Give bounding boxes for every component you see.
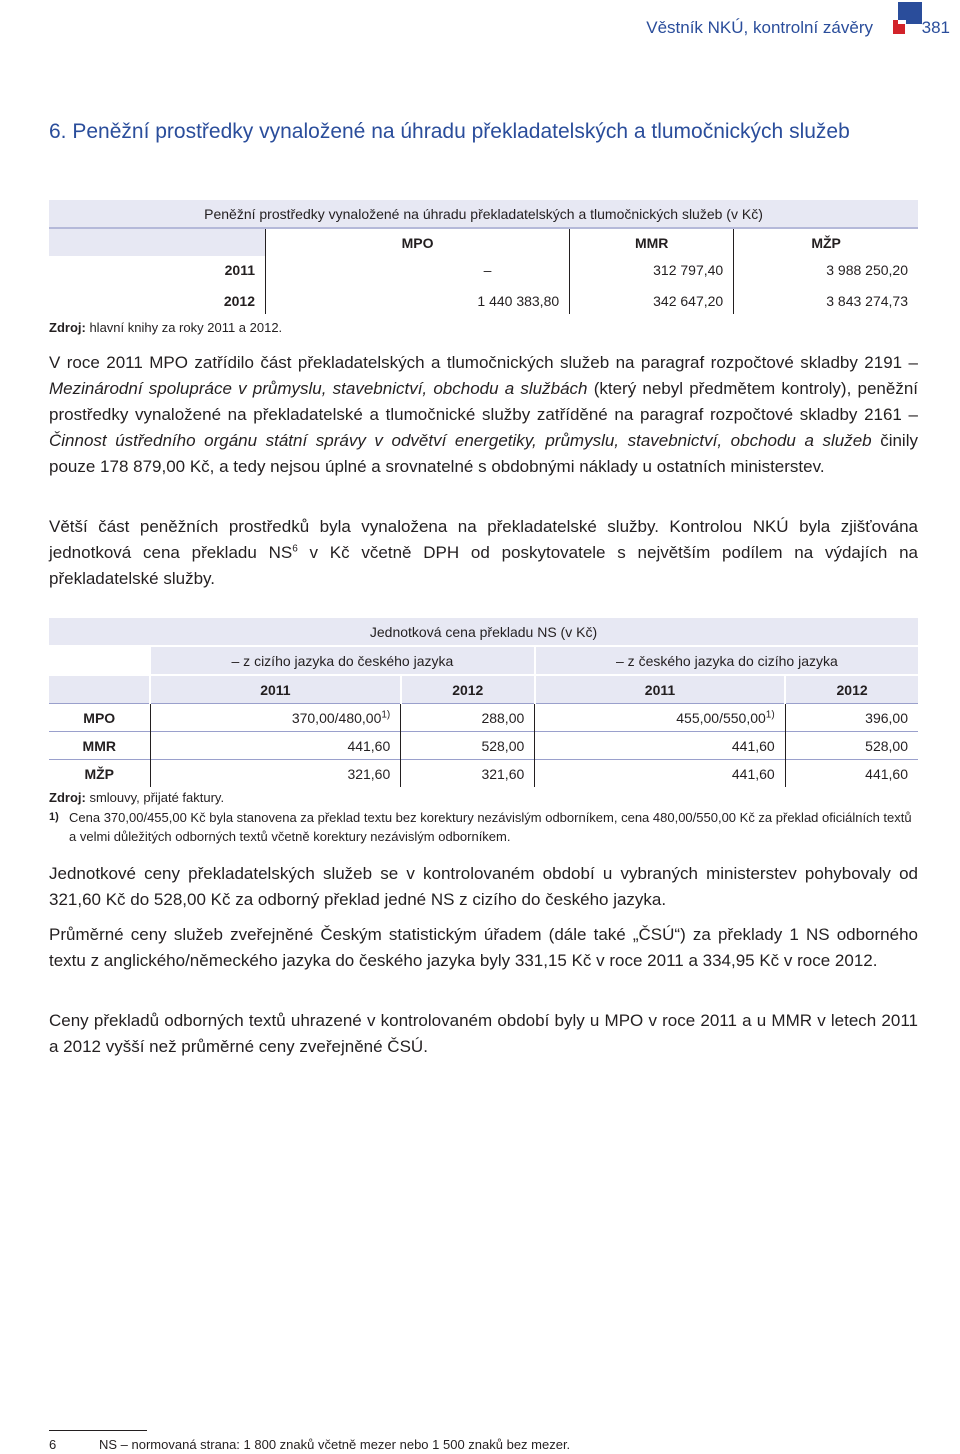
row-label: MMR	[49, 732, 150, 760]
footnote-reference: 6	[292, 543, 298, 555]
column-header: MPO	[266, 228, 570, 256]
source-text: hlavní knihy za roky 2011 a 2012.	[89, 320, 283, 335]
row-label: MŽP	[49, 760, 150, 788]
column-header: MMR	[570, 228, 734, 256]
column-header: MŽP	[734, 228, 918, 256]
cell-value: 441,60	[535, 760, 785, 788]
cell-value: 441,60	[785, 760, 918, 788]
table-row	[49, 287, 918, 314]
paragraph-2: Větší část peněžních prostředků byla vynaložena na překladatelské služby. Kontrolou NKÚ byla zjišťována jednotková cena překladu $NS^6$ v Kč včetně DPH od poskytovatele s největším podílem na výdajích na překladatelské služby.	[49, 517, 918, 588]
paragraph-5: Ceny překladů odborných textů uhrazené v kontrolovaném období byly u MPO v roce 2011 a u MMR v letech 2011 a 2012 vyšší než průměrné ceny zveřejněné ČSÚ.	[49, 1011, 918, 1056]
paragraph-3: Jednotkové ceny překladatelských služeb se v kontrolovaném období u vybraných ministerstev pohybovaly od 321,60 Kč do 528,00 Kč za odborný překlad jedné NS z cizího do českého jazyka.	[49, 864, 918, 909]
cell-value: –	[266, 256, 570, 283]
cell-value: 370,00/480,00$^{1)}$	[150, 704, 401, 732]
row-label: MPO	[49, 704, 150, 732]
page-number: 381	[921, 18, 950, 37]
row-label: 2012	[223, 292, 255, 309]
table-row	[49, 732, 918, 760]
table-row	[49, 760, 918, 788]
group-header: – z cizího jazyka do českého jazyka	[150, 646, 535, 675]
table-footnote	[49, 808, 918, 846]
paragraph-4: Průměrné ceny služeb zveřejněné Českým statistickým úřadem (dále také „ČSÚ“) za překlady 1 NS odborného textu z anglického/německého jazyka do českého jazyka byly 331,15 Kč v roce 2011 a 334,95 Kč v roce 2012.	[49, 925, 918, 970]
cell-value: 455,00/550,00$^{1)}$	[535, 704, 785, 732]
unit-price-table	[49, 618, 918, 787]
year-header: 2011	[535, 675, 785, 704]
table-source	[49, 320, 282, 335]
cell-value: 312 797,40	[570, 256, 734, 283]
table-row	[49, 704, 918, 732]
table-caption: Peněžní prostředky vynaložené na úhradu překladatelských a tlumočnických služeb (v Kč)	[49, 200, 918, 228]
cell-value: 342 647,20	[570, 287, 734, 314]
footnote-mark: 1)	[49, 811, 59, 823]
section-title: 6. Peněžní prostředky vynaložené na úhradu překladatelských a tlumočnických služeb	[49, 120, 850, 143]
year-header: 2012	[785, 675, 918, 704]
nku-logo-icon	[893, 0, 923, 34]
page-footnote	[49, 1437, 570, 1452]
footnote-text: Cena 370,00/455,00 Kč byla stanovena za překlad textu bez korektury nezávislým odborníkem, cena 480,00/550,00 Kč za překlad oficiálních textů a velmi důležitých odborných textů včetně korektury nezávislým odborníkem.	[69, 810, 912, 844]
table-row	[49, 256, 918, 283]
expenditure-table	[49, 200, 918, 314]
cell-value: 528,00	[401, 732, 535, 760]
footnote-text: NS – normovaná strana: 1 800 znaků včetně mezer nebo 1 500 znaků bez mezer.	[99, 1437, 571, 1452]
table-caption: Jednotková cena překladu NS (v Kč)	[49, 618, 918, 646]
cell-value: 3 843 274,73	[734, 287, 918, 314]
year-header: 2011	[150, 675, 401, 704]
cell-value: 441,60	[150, 732, 401, 760]
footnote-divider	[49, 1430, 147, 1431]
source-text: smlouvy, přijaté faktury.	[89, 790, 225, 805]
cell-value: 1 440 383,80	[266, 287, 570, 314]
cell-value: 528,00	[785, 732, 918, 760]
row-label: 2011	[224, 261, 255, 278]
cell-value: 441,60	[535, 732, 785, 760]
paragraph-1: V roce 2011 MPO zatřídilo část překladatelských a tlumočnických služeb na paragraf rozpočtové skladby 2191 – Mezinárodní spolupráce v průmyslu, stavebnictví, obchodu a službách (který nebyl předmětem kontroly), peněžní prostředky vynaložené na překladatelské a tlumočnické služby zatříděné na paragraf rozpočtové skladby 2161 – Činnost ústředního orgánu státní správy v odvětví energetiky, průmyslu, stavebnictví, obchodu a služeb činily pouze 178 879,00 Kč, a tedy nejsou úplné a srovnatelné s obdobnými náklady u ostatních ministerstev.	[49, 353, 918, 476]
year-header: 2012	[401, 675, 535, 704]
cell-value: 321,60	[401, 760, 535, 788]
source-label: Zdroj:	[49, 320, 86, 335]
table-source	[49, 790, 224, 805]
group-header: – z českého jazyka do cizího jazyka	[535, 646, 918, 675]
running-header-title: Věstník NKÚ, kontrolní závěry	[646, 18, 873, 37]
cell-value: 3 988 250,20	[734, 256, 918, 283]
footnote-number: 6	[49, 1437, 57, 1452]
cell-value: 396,00	[785, 704, 918, 732]
cell-value: 288,00	[401, 704, 535, 732]
cell-value: 321,60	[150, 760, 401, 788]
source-label: Zdroj:	[49, 790, 86, 805]
